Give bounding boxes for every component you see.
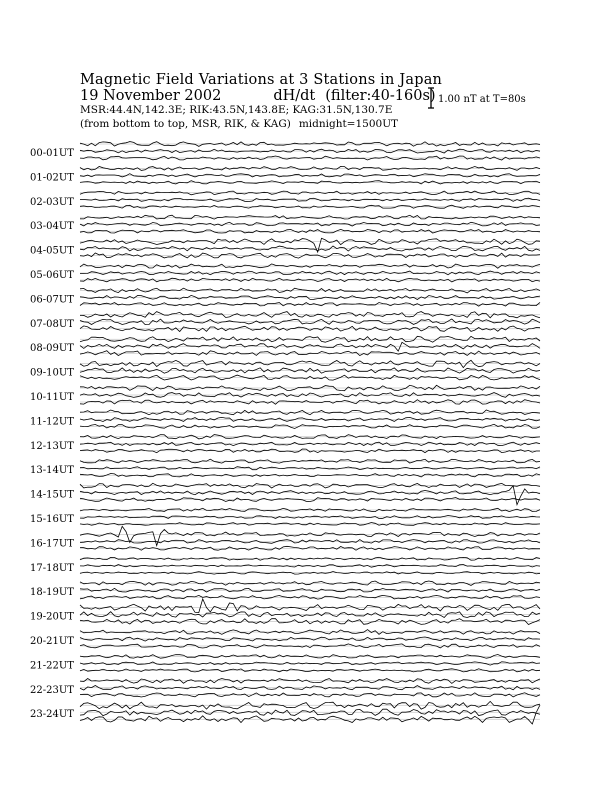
trace-kag: [80, 526, 540, 545]
hour-row: [30, 360, 540, 380]
hour-row: [30, 312, 540, 332]
hour-row: [30, 385, 540, 404]
hour-label: 12-13UT: [30, 440, 74, 452]
trace-kag: [80, 360, 540, 367]
hour-row: [30, 679, 540, 698]
hour-label: 19-20UT: [30, 611, 74, 623]
hour-label: 20-21UT: [30, 636, 74, 647]
hour-label: 02-03UT: [30, 196, 74, 208]
scale-bar: [428, 88, 434, 108]
hour-label: 03-04UT: [30, 221, 74, 233]
hour-label: 08-09UT: [30, 343, 74, 355]
hour-row: [30, 508, 540, 525]
hour-row: [30, 581, 540, 599]
filter-label: (filter:40-160s): [325, 88, 436, 104]
hour-label: 21-22UT: [30, 660, 74, 672]
hour-label: 18-19UT: [30, 587, 74, 599]
hour-label: 10-11UT: [30, 392, 74, 403]
trace-kag: [80, 191, 540, 195]
hour-row: [30, 599, 540, 625]
hour-row: [30, 264, 540, 282]
order-note: (from bottom to top, MSR, RIK, & KAG): [80, 118, 291, 130]
hour-label: 04-05UT: [30, 245, 74, 257]
hour-row: [30, 459, 540, 477]
hour-label: 06-07UT: [30, 294, 74, 306]
hour-row: [30, 238, 540, 258]
hour-label: 07-08UT: [30, 318, 74, 330]
hour-label: 09-10UT: [30, 367, 74, 379]
hour-label: 15-16UT: [30, 514, 74, 525]
trace-kag: [80, 599, 540, 613]
hour-label: 14-15UT: [30, 489, 74, 501]
hour-label: 23-24UT: [30, 709, 74, 721]
hour-label: 11-12UT: [30, 416, 74, 428]
hour-row: [30, 630, 540, 648]
hour-label: 22-23UT: [30, 684, 74, 696]
hour-row: [30, 166, 540, 184]
hour-row: [30, 142, 540, 160]
date-label: 19 November 2002: [80, 88, 222, 104]
hour-row: [30, 410, 540, 429]
hour-label: 01-02UT: [30, 172, 74, 184]
hour-row: [30, 191, 540, 208]
trace-kag: [80, 238, 540, 252]
hour-row: [30, 655, 540, 672]
chart-title: Magnetic Field Variations at 3 Stations in Japan: [80, 72, 443, 88]
trace-msr: [80, 705, 540, 724]
hour-row: [30, 336, 540, 355]
hour-row: [30, 435, 540, 453]
hour-row: [30, 557, 540, 574]
hour-row: [30, 701, 540, 724]
hour-label: 05-06UT: [30, 270, 74, 281]
hour-row: [30, 288, 540, 306]
hour-row: [30, 215, 540, 233]
trace-msr: [80, 572, 540, 575]
trace-rik: [80, 565, 540, 568]
scale-label: 1.00 nT at T=80s: [438, 94, 526, 105]
midnight-note: midnight=1500UT: [298, 118, 399, 130]
quantity-label: dH/dt: [273, 88, 316, 104]
hour-label: 17-18UT: [30, 562, 74, 574]
hour-label: 16-17UT: [30, 538, 74, 550]
hour-label: 13-14UT: [30, 465, 74, 477]
hour-row: [30, 483, 540, 504]
hour-row: [30, 526, 540, 550]
hour-label: 00-01UT: [30, 148, 74, 159]
stations-label: MSR:44.4N,142.3E; RIK:43.5N,143.8E; KAG:31.5N,130.7E: [80, 104, 393, 116]
trace-rik: [80, 342, 540, 351]
